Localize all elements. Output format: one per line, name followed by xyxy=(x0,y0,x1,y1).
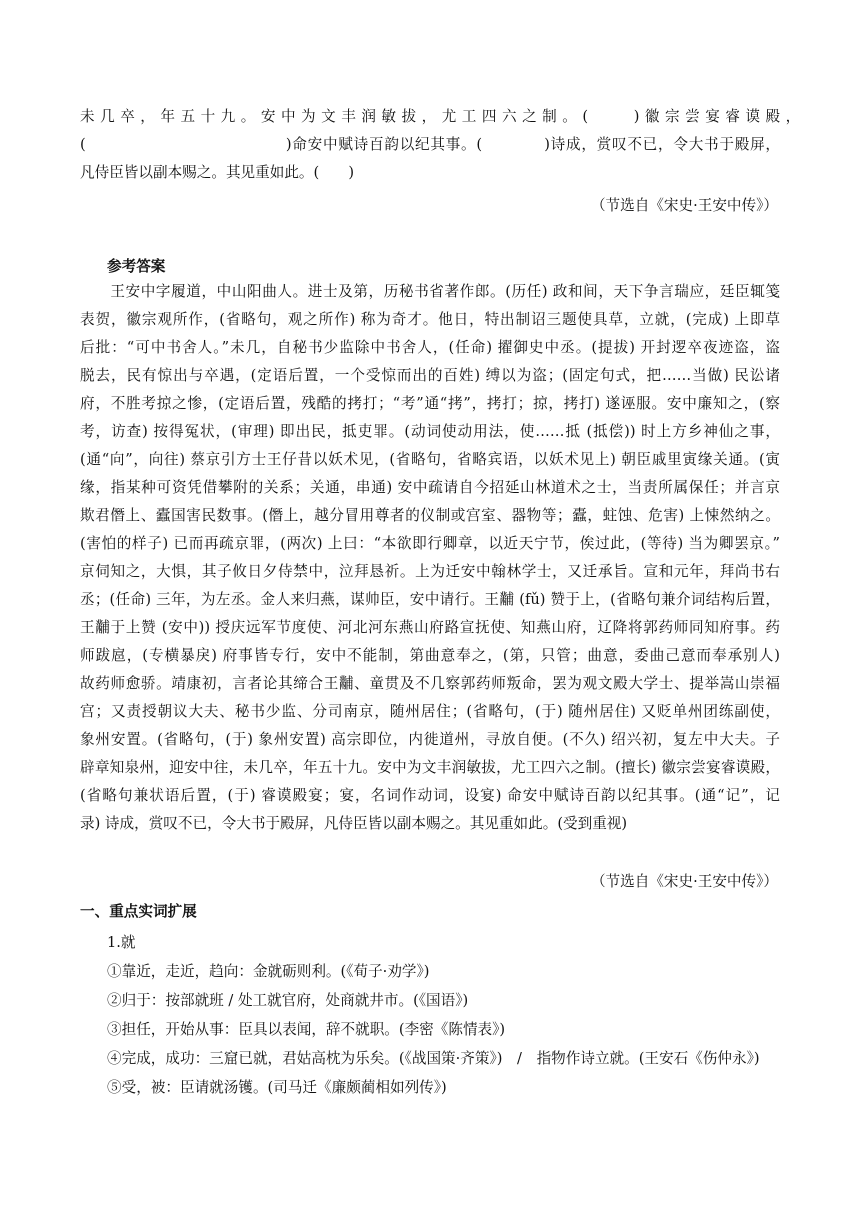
answer-heading: 参考答案 xyxy=(107,258,166,275)
answer-line: 录) 诗成，赏叹不已，令大书于殿屏，凡侍臣皆以副本赐之。其见重如此。(受到重视) xyxy=(80,815,628,832)
answer-text xyxy=(80,278,780,838)
meaning-item: ⑤受，被：臣请就汤镬。(司马迁《廉颇蔺相如列传》) xyxy=(107,1079,447,1096)
answer-line: 后批：“可中书舍人。”未几，自秘书少监除中书舍人，(任命) 擢御史中丞。(提拔) 开封逻卒夜迹盗，盗 xyxy=(80,339,780,356)
top-passage xyxy=(80,103,806,187)
answer-line: 丞；(任命) 三年，为左丞。金人来归燕，谋帅臣，安中请行。王黼 (fǔ) 赞于上，(省略句兼介词结构后置， xyxy=(80,591,780,608)
answer-line: 王安中字履道，中山阳曲人。进士及第，历秘书省著作郎。(历任) 政和间，天下争言瑞应，廷臣辄笺 xyxy=(80,283,780,300)
source-citation-2: （节选自《宋史·王安中传》） xyxy=(590,873,778,890)
passage-line-2: ( )命安中赋诗百韵以纪其事。( )诗成，赏叹不已，令大书于殿屏， xyxy=(80,136,780,153)
answer-line: 辟章知泉州，迎安中往，未几卒，年五十九。安中为文丰润敏拔，尤工四六之制。(擅长) 徽宗尝宴睿谟殿， xyxy=(80,759,780,776)
answer-line: 欺君僭上、蠹国害民数事。(僭上，越分冒用尊者的仪制或宫室、器物等；蠹，蛀蚀、危害) 上悚然纳之。 xyxy=(80,507,780,524)
answer-line: 考，访查) 按得冤状，(审理) 即出民，抵吏罪。(动词使动用法，使……抵 (抵偿)) 时上方乡神仙之事， xyxy=(80,423,780,440)
answer-line: (通“向”，向往) 蔡京引方士王仔昔以妖术见，(省略句，省略宾语，以妖术见上) 朝臣戚里寅缘关通。(寅 xyxy=(80,451,780,468)
answer-line: 表贺，徽宗观所作，(省略句，观之所作) 称为奇才。他日，特出制诏三题使具草，立就，(完成) 上即草 xyxy=(80,311,780,328)
passage-line-1: 未几卒，年五十九。安中为文丰润敏拔，尤工四六之制。( )徽宗尝宴睿谟殿， xyxy=(80,108,806,125)
answer-line: (省略句兼状语后置，(于) 睿谟殿宴；宴，名词作动词，设宴) 命安中赋诗百韵以纪其事。(通“记”，记 xyxy=(80,787,780,804)
source-citation-1: （节选自《宋史·王安中传》） xyxy=(590,197,778,214)
answer-line: 缘，指某种可资凭借攀附的关系；关通，串通) 安中疏请自今招延山林道术之士，当责所属保任；并言京 xyxy=(80,479,780,496)
answer-line: 京伺知之，大惧，其子攸日夕侍禁中，泣拜恳祈。上为迁安中翰林学士，又迁承旨。宣和元年，拜尚书右 xyxy=(80,563,780,580)
answer-line: 王黼于上赞 (安中)) 授庆远军节度使、河北河东燕山府路宣抚使、知燕山府，辽降将郭药师同知府事。药 xyxy=(80,619,780,636)
section-heading: 一、重点实词扩展 xyxy=(80,903,197,920)
meaning-item: ②归于：按部就班 / 处工就官府，处商就井市。(《国语》) xyxy=(107,992,469,1009)
answer-line: 宫；又责授朝议大夫、秘书少监、分司南京，随州居住；(省略句，(于) 随州居住) 又贬单州团练副使， xyxy=(80,703,780,720)
meaning-item: ④完成，成功：三窟已就，君姑高枕为乐矣。(《战国策·齐策》) / 指物作诗立就。(王安石《伤仲永》) xyxy=(107,1050,760,1067)
meaning-item: ①靠近，走近，趋向：金就砺则利。(《荀子·劝学》) xyxy=(107,963,430,980)
answer-line: 脱去，民有惊出与卒遇，(定语后置，一个受惊而出的百姓) 缚以为盗；(固定句式，把……当做) 民讼诸 xyxy=(80,367,780,384)
word-heading: 1.就 xyxy=(107,934,136,951)
answer-line: 象州安置。(省略句，(于) 象州安置) 高宗即位，内徙道州，寻放自便。(不久) 绍兴初，复左中大夫。子 xyxy=(80,731,780,748)
meaning-item: ③担任，开始从事：臣具以表闻，辞不就职。(李密《陈情表》) xyxy=(107,1021,506,1038)
answer-line: 师跋扈，(专横暴戾) 府事皆专行，安中不能制，第曲意奉之，(第，只管；曲意，委曲己意而奉承别人) xyxy=(80,647,780,664)
answer-line: 故药师愈骄。靖康初，言者论其缔合王黼、童贯及不几察郭药师叛命，罢为观文殿大学士、提举嵩山崇福 xyxy=(80,675,780,692)
answer-line: (害怕的样子) 已而再疏京罪，(两次) 上曰：“本欲即行卿章，以近天宁节，俟过此，(等待) 当为卿罢京。” xyxy=(80,535,780,552)
answer-line: 府，不胜考掠之惨，(定语后置，残酷的拷打；“考”通“拷”，拷打；掠，拷打) 遂诬服。安中廉知之，(察 xyxy=(80,395,780,412)
passage-line-3: 凡侍臣皆以副本赐之。其见重如此。( ) xyxy=(80,164,355,181)
